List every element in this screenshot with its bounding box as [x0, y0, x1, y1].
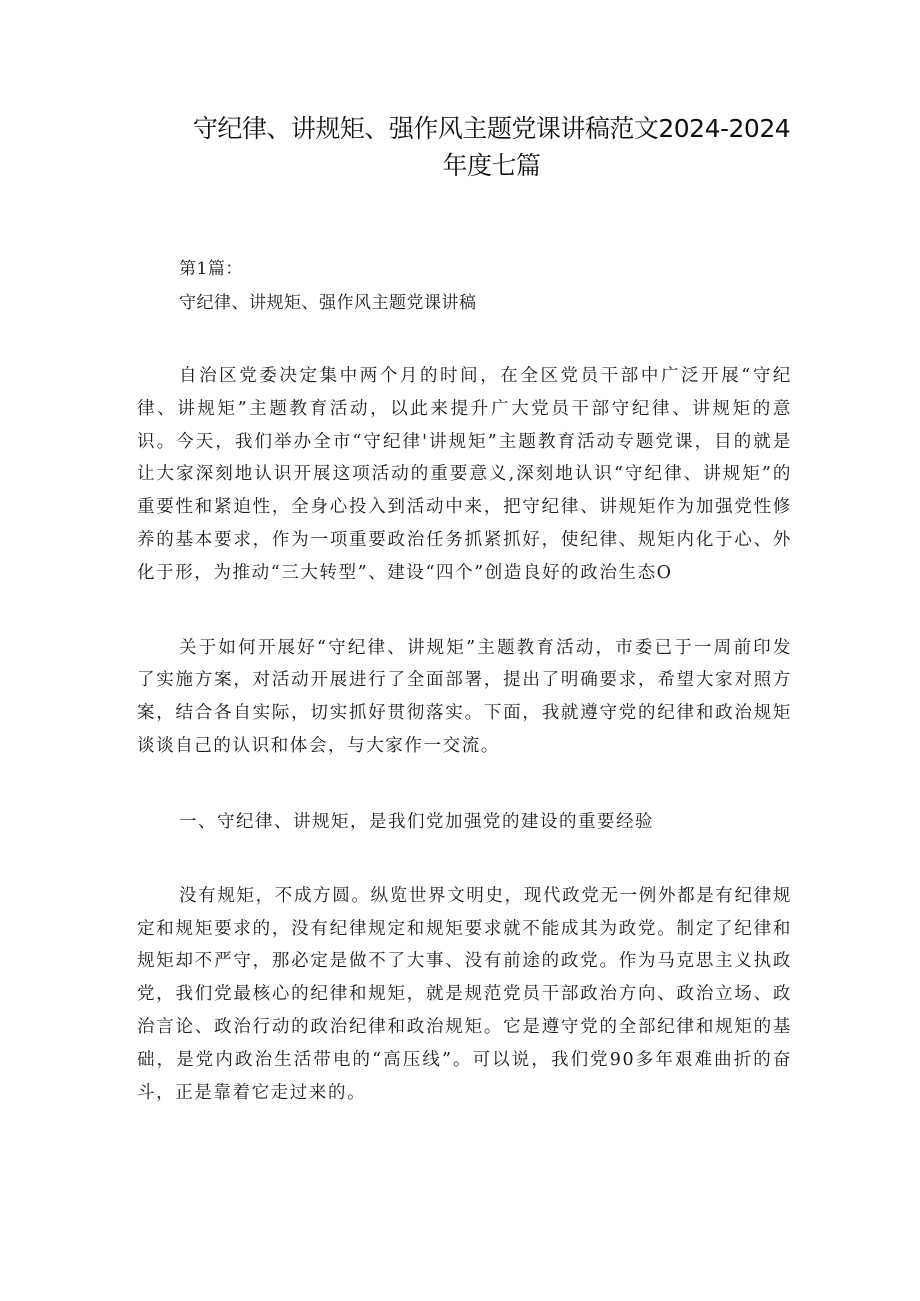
body-paragraph: 自治区党委决定集中两个月的时间，在全区党员干部中广泛开展“守纪律、讲规矩”主题教育活动，以此来提升广大党员干部守纪律、讲规矩的意识。今天，我们举办全市“守纪律'讲规矩”主题教育活动专题党课，目的就是让大家深刻地认识开展这项活动的重要意义,深刻地认识“守纪律、讲规矩”的重要性和紧迫性，全身心投入到活动中来，把守纪律、讲规矩作为加强党性修养的基本要求，作为一项重要政治任务抓紧抓好，使纪律、规矩内化于心、外化于形，为推动“三大转型”、建设“四个”创造良好的政治生态O: [137, 366, 792, 583]
chapter-label: 第1篇：: [179, 259, 243, 279]
section-paragraph: 没有规矩，不成方圆。纵览世界文明史，现代政党无一例外都是有纪律规定和规矩要求的，没有纪律规定和规矩要求就不能成其为政党。制定了纪律和规矩却不严守，那必定是做不了大事、没有前途的政党。作为马克思主义执政党，我们党最核心的纪律和规矩，就是规范党员干部政治方向、政治立场、政治言论、政治行动的政治纪律和政治规矩。它是遵守党的全部纪律和规矩的基础，是党内政治生活带电的“高压线”。可以说，我们党90多年艰难曲折的奋斗，正是靠着它走过来的。: [137, 885, 792, 1103]
chapter-subtitle: 守纪律、讲规矩、强作风主题党课讲稿: [179, 293, 477, 313]
document-title: 守纪律、讲规矩、强作风主题党课讲稿范文2024-2024年度七篇: [192, 114, 791, 180]
section-heading: 一、守纪律、讲规矩，是我们党加强党的建设的重要经验: [179, 811, 654, 832]
body-paragraph: 关于如何开展好“守纪律、讲规矩”主题教育活动，市委已于一周前印发了实施方案，对活动开展进行了全面部署，提出了明确要求，希望大家对照方案，结合各自实际，切实抓好贯彻落实。下面，我就遵守党的纪律和政治规矩谈谈自己的认识和体会，与大家作一交流。: [137, 637, 792, 756]
